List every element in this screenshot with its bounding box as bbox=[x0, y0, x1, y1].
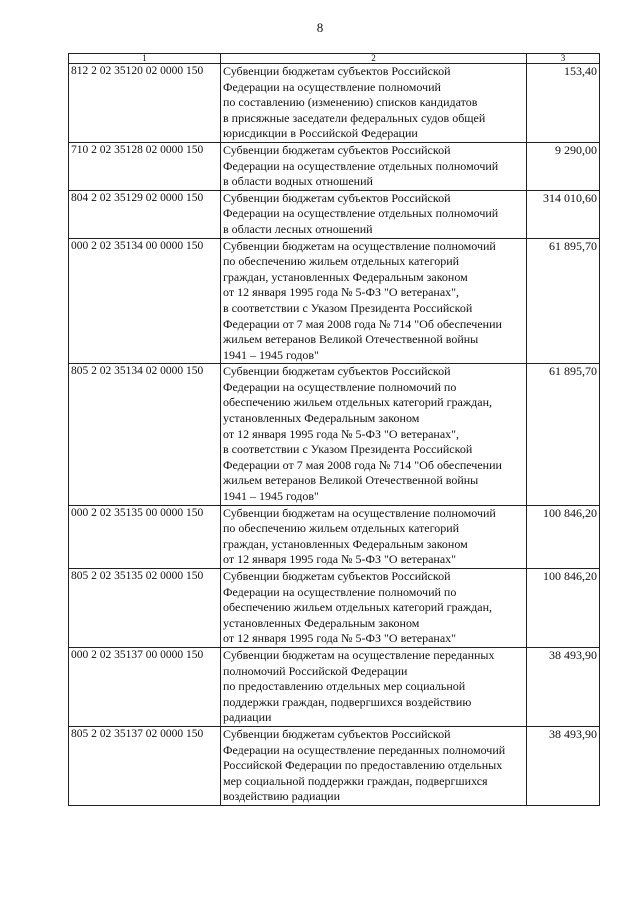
column-number-row bbox=[69, 54, 600, 64]
amount-value: 61 895,70 bbox=[527, 364, 600, 505]
amount-value: 314 010,60 bbox=[527, 190, 600, 238]
amount-value: 38 493,90 bbox=[527, 647, 600, 726]
income-description bbox=[221, 364, 527, 505]
table-row bbox=[69, 64, 600, 143]
description-line: поддержки граждан, подвергшихся воздействию bbox=[223, 694, 472, 709]
description-line: Федерации на осуществление отдельных полномочий bbox=[223, 206, 499, 221]
description-line: по предоставлению отдельных мер социальной bbox=[223, 679, 466, 694]
description-line: от 12 января 1995 года № 5-ФЗ "О ветеранах", bbox=[223, 285, 460, 300]
description-line: по обеспечению жильем отдельных категорий bbox=[223, 521, 460, 536]
description-line: Субвенции бюджетам субъектов Российской bbox=[223, 569, 451, 583]
budget-code: 805 2 02 35137 02 0000 150 bbox=[69, 726, 221, 805]
description-line: Федерации от 7 мая 2008 года № 714 "Об обеспечении bbox=[223, 457, 502, 472]
description-line: Российской Федерации по предоставлению отдельных bbox=[223, 758, 503, 773]
budget-table bbox=[68, 53, 600, 806]
description-line: Субвенции бюджетам на осуществление полномочий bbox=[223, 505, 496, 520]
income-description bbox=[221, 64, 527, 143]
income-description bbox=[221, 726, 527, 805]
description-line: юрисдикции в Российской Федерации bbox=[223, 126, 418, 141]
description-line: радиации bbox=[223, 710, 272, 725]
budget-code: 804 2 02 35129 02 0000 150 bbox=[69, 190, 221, 238]
description-line: в области лесных отношений bbox=[223, 221, 373, 236]
description-line: Федерации от 7 мая 2008 года № 714 "Об обеспечении bbox=[223, 316, 502, 331]
description-line: по обеспечению жильем отдельных категорий bbox=[223, 254, 460, 269]
description-line: Федерации на осуществление отдельных полномочий bbox=[223, 158, 499, 173]
description-line: Субвенции бюджетам на осуществление переданных bbox=[223, 647, 495, 662]
description-line: обеспечению жильем отдельных категорий граждан, bbox=[223, 395, 493, 410]
column-number-1: 1 bbox=[69, 54, 221, 64]
description-line: воздействию радиации bbox=[223, 789, 341, 804]
table-row bbox=[69, 190, 600, 238]
column-number-2: 2 bbox=[221, 54, 527, 64]
income-description bbox=[221, 647, 527, 726]
column-number-3: 3 bbox=[527, 54, 600, 64]
budget-code: 000 2 02 35134 00 0000 150 bbox=[69, 238, 221, 364]
table-body bbox=[69, 64, 600, 806]
description-line: в соответствии с Указом Президента Российской bbox=[223, 442, 473, 457]
description-line: Субвенции бюджетам субъектов Российской bbox=[223, 364, 451, 379]
table-row bbox=[69, 238, 600, 364]
budget-code: 000 2 02 35137 00 0000 150 bbox=[69, 647, 221, 726]
description-line: жильем ветеранов Великой Отечественной войны bbox=[223, 473, 479, 488]
table-row bbox=[69, 726, 600, 805]
income-description bbox=[221, 142, 527, 190]
page-number: 8 bbox=[316, 20, 324, 35]
amount-value: 9 290,00 bbox=[527, 142, 600, 190]
budget-code: 812 2 02 35120 02 0000 150 bbox=[69, 64, 221, 143]
amount-value: 100 846,20 bbox=[527, 569, 600, 648]
description-line: Субвенции бюджетам субъектов Российской bbox=[223, 64, 451, 78]
description-line: Федерации на осуществление полномочий по bbox=[223, 584, 457, 599]
description-line: граждан, установленных Федеральным законом bbox=[223, 269, 468, 284]
amount-value: 153,40 bbox=[527, 64, 600, 143]
description-line: мер социальной поддержки граждан, подвергшихся bbox=[223, 773, 488, 788]
table-row bbox=[69, 364, 600, 505]
amount-value: 100 846,20 bbox=[527, 505, 600, 568]
budget-code: 710 2 02 35128 02 0000 150 bbox=[69, 142, 221, 190]
description-line: установленных Федеральным законом bbox=[223, 411, 420, 426]
budget-code: 805 2 02 35134 02 0000 150 bbox=[69, 364, 221, 505]
table-row bbox=[69, 505, 600, 568]
description-line: Субвенции бюджетам субъектов Российской bbox=[223, 190, 451, 205]
description-line: Субвенции бюджетам субъектов Российской bbox=[223, 142, 451, 157]
description-line: Субвенции бюджетам субъектов Российской bbox=[223, 726, 451, 741]
table-row bbox=[69, 142, 600, 190]
table-row bbox=[69, 569, 600, 648]
budget-code: 000 2 02 35135 00 0000 150 bbox=[69, 505, 221, 568]
table-row bbox=[69, 647, 600, 726]
description-line: обеспечению жильем отдельных категорий граждан, bbox=[223, 600, 493, 615]
income-description bbox=[221, 190, 527, 238]
amount-value: 38 493,90 bbox=[527, 726, 600, 805]
budget-code: 805 2 02 35135 02 0000 150 bbox=[69, 569, 221, 648]
description-line: полномочий Российской Федерации bbox=[223, 663, 408, 678]
description-line: Федерации на осуществление переданных полномочий bbox=[223, 742, 506, 757]
income-description bbox=[221, 569, 527, 648]
description-line: в соответствии с Указом Президента Российской bbox=[223, 300, 473, 315]
description-line: установленных Федеральным законом bbox=[223, 615, 420, 630]
amount-value: 61 895,70 bbox=[527, 238, 600, 364]
description-line: жильем ветеранов Великой Отечественной войны bbox=[223, 332, 479, 347]
description-line: в присяжные заседатели федеральных судов общей bbox=[223, 110, 486, 125]
description-line: в области водных отношений bbox=[223, 174, 373, 189]
description-line: по составлению (изменению) списков кандидатов bbox=[223, 95, 478, 110]
description-line: от 12 января 1995 года № 5-ФЗ "О ветеранах", bbox=[223, 426, 460, 441]
description-line: Федерации на осуществление полномочий bbox=[223, 79, 441, 94]
income-description bbox=[221, 505, 527, 568]
income-description bbox=[221, 238, 527, 364]
description-line: от 12 января 1995 года № 5-ФЗ "О ветеранах" bbox=[223, 631, 457, 646]
description-line: от 12 января 1995 года № 5-ФЗ "О ветеранах" bbox=[223, 552, 457, 567]
description-line: 1941 – 1945 годов" bbox=[223, 489, 319, 504]
description-line: 1941 – 1945 годов" bbox=[223, 347, 319, 362]
description-line: граждан, установленных Федеральным законом bbox=[223, 536, 468, 551]
description-line: Федерации на осуществление полномочий по bbox=[223, 379, 457, 394]
description-line: Субвенции бюджетам на осуществление полномочий bbox=[223, 238, 496, 253]
